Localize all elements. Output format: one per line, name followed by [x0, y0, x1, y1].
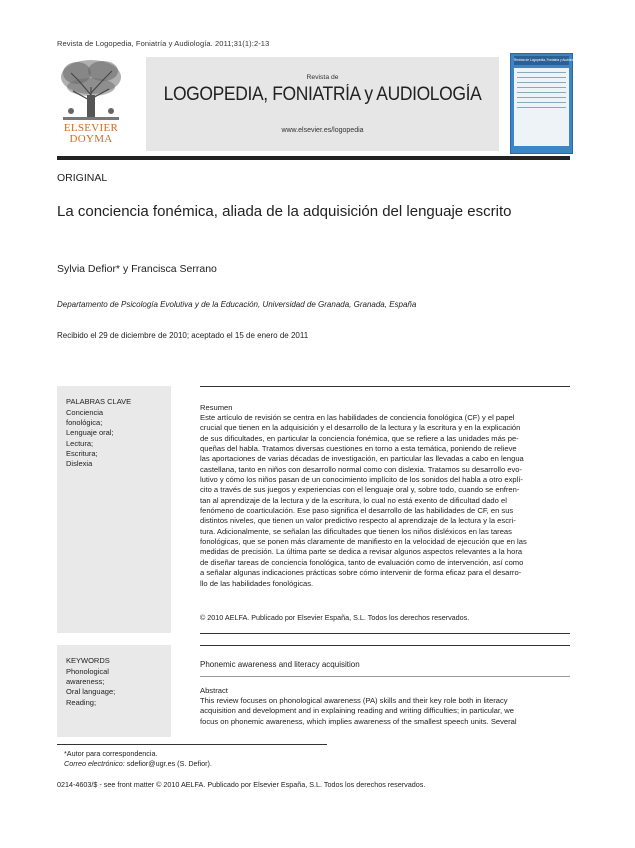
keyword-item: Dislexia	[66, 459, 93, 469]
abstract-line: Este artículo de revisión se centra en las habilidades de conciencia fonológica (CF) y el papel	[200, 413, 515, 422]
email-label: Correo electrónico:	[64, 759, 125, 768]
abstract-en-title-rule	[200, 676, 570, 677]
article-title: La conciencia fonémica, aliada de la adquisición del lenguaje escrito	[57, 203, 512, 220]
abstract-line: fonológicas, que se ponen más claramente de manifiesto en la velocidad de ejecución que en las	[200, 537, 527, 547]
keyword-item: Oral language;	[66, 687, 116, 697]
abstract-line: fenómeno de coarticulación. Ese paso significa el desarrollo de las habilidades de CF, en sus	[200, 506, 514, 516]
publisher-name: ELSEVIER	[63, 122, 119, 134]
keyword-item: Conciencia	[66, 408, 104, 417]
issn-line: 0214-4603/$ - see front matter © 2010 AELFA. Publicado por Elsevier España, S.L. Todos los derechos reservados.	[57, 780, 426, 789]
keyword-item: fonológica;	[66, 418, 103, 428]
affiliation: Departamento de Psicología Evolutiva y de la Educación, Universidad de Granada, Granada, España	[57, 300, 417, 309]
journal-cover-thumbnail	[510, 53, 578, 154]
abstract-line: lutivo y cómo los niños pasan de un conocimiento implícito de los sonidos del habla a otro explí-	[200, 475, 523, 485]
email-value[interactable]: sdefior@ugr.es (S. Defior).	[126, 759, 212, 768]
abstract-es-heading: Resumen	[200, 403, 233, 412]
abstract-en-rule	[200, 645, 570, 646]
header-divider	[57, 156, 570, 160]
abstract-line: las aportaciones de varias décadas de investigación, en particular las llevadas a cabo en lengua	[200, 454, 524, 464]
keyword-item: Lectura;	[66, 438, 94, 448]
abstract-line: distintos niveles, que tienen un valor predictivo respecto al aprendizaje de la lectura y la escri-	[200, 516, 516, 526]
received-dates: Recibido el 29 de diciembre de 2010; aceptado el 15 de enero de 2011	[57, 331, 309, 340]
abstract-line: This review focuses on phonological awareness (PA) skills and their key role both in literacy	[200, 696, 508, 705]
correspondence-note: *Autor para correspondencia.	[64, 749, 158, 758]
journal-title: LOGOPEDIA, FONIATRÍA y AUDIOLOGÍA	[163, 84, 482, 105]
abstract-line: de sus dificultades, en particular la conciencia fonémica, que se refiere a las unidades más pe-	[200, 433, 519, 443]
abstract-line: focus on phonemic awareness, which implies awareness of the smallest speech units. Several	[200, 716, 517, 726]
abstract-line: acquisition and development and in explaining reading and writing difficulties; in particular, we	[200, 706, 514, 716]
section-label: ORIGINAL	[57, 172, 108, 184]
journal-header	[146, 57, 499, 151]
abstract-en-title: Phonemic awareness and literacy acquisition	[200, 660, 360, 669]
abstract-line: tura. Adicionalmente, se señalan las dificultades que tienen los niños disléxicos en las tareas	[200, 526, 512, 536]
abstract-es-body	[200, 413, 570, 589]
abstract-line: cito a través de sus juegos y experiencias con el lenguaje oral y, sobre todo, cuando se enfren-	[200, 485, 520, 495]
keywords-en-box	[57, 645, 171, 737]
authors: Sylvia Defior* y Francisca Serrano	[57, 263, 217, 275]
abstract-es-bottom-rule	[200, 633, 570, 634]
publisher-imprint: DOYMA	[69, 133, 113, 145]
journal-prefix: Revista de	[306, 74, 339, 81]
keyword-item: Lenguaje oral;	[66, 428, 114, 438]
abstract-es-copyright: © 2010 AELFA. Publicado por Elsevier España, S.L. Todos los derechos reservados.	[200, 613, 470, 622]
abstract-en-body	[200, 696, 570, 727]
abstract-es-rule	[200, 386, 570, 387]
keywords-en-heading: KEYWORDS	[66, 656, 110, 665]
abstract-en-heading: Abstract	[200, 686, 228, 695]
keyword-item: Reading;	[66, 697, 97, 707]
abstract-line: llo de las habilidades fonológicas.	[200, 578, 314, 588]
journal-url[interactable]: www.elsevier.es/logopedia	[281, 127, 364, 134]
keyword-item: awareness;	[66, 677, 105, 687]
abstract-line: tan al aprendizaje de la lectura y de la escritura, lo cual no está exento de dificultad dado el	[200, 495, 507, 505]
publisher-logo-text	[57, 123, 125, 145]
abstract-line: a señalar algunas indicaciones prácticas sobre cómo intervenir de forma eficaz para el desarro-	[200, 568, 522, 578]
keyword-item: Phonological	[66, 667, 109, 676]
cover-heading: Revista de Logopedia, Foniatría y Audiología	[514, 58, 578, 62]
keywords-es-heading: PALABRAS CLAVE	[66, 397, 132, 406]
keyword-item: Escritura;	[66, 448, 98, 458]
keywords-es-box	[57, 386, 171, 633]
abstract-line: castellana, tanto en niños con desarrollo normal como con dislexia. Tratamos su desarrollo evo-	[200, 464, 523, 474]
abstract-line: medidas de precisión. La última parte se dedica a revisar algunos aspectos relevantes a la hora	[200, 547, 523, 557]
abstract-line: de diseñar tareas de conciencia fonológica, tanto de evaluación como de intervención, así como	[200, 557, 524, 567]
email-note	[64, 759, 212, 768]
tree-icon	[57, 57, 125, 123]
footnote-rule	[57, 744, 327, 745]
abstract-line: crucial que tienen en la adquisición y el desarrollo de la lectura y la escritura y en la explicación	[200, 423, 521, 433]
abstract-line: queñas del habla. Tratamos diversas cuestiones en torno a esta temática, poniendo de relieve	[200, 444, 517, 454]
running-header: Revista de Logopedia, Foniatría y Audiología. 2011;31(1):2-13	[57, 39, 270, 48]
